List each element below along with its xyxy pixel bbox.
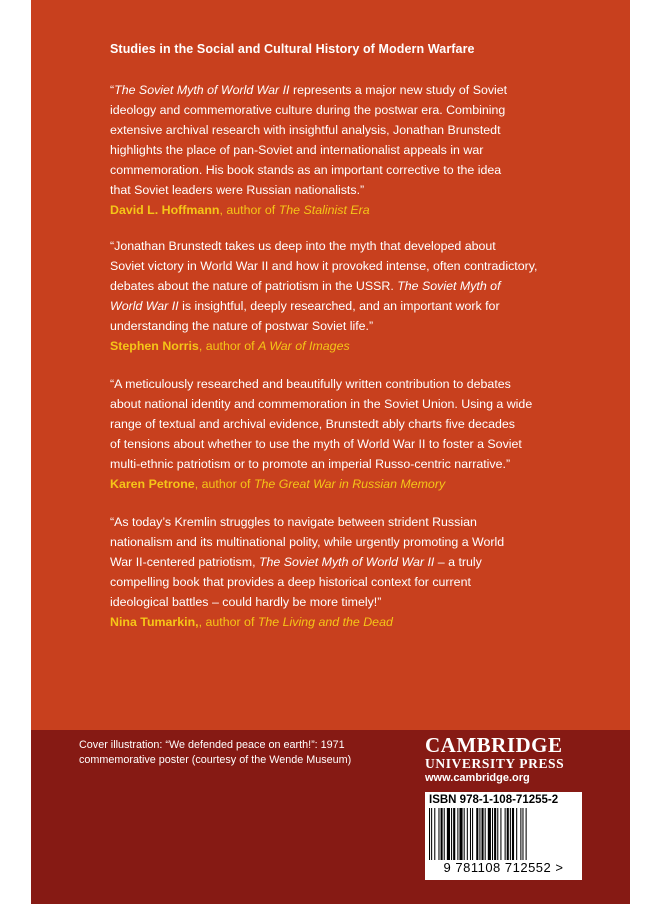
barcode-bar <box>444 808 445 860</box>
cover-upper-panel <box>31 0 630 730</box>
blurb-line: debates about the nature of patriotism in the USSR. The Soviet Myth of <box>110 279 501 293</box>
blurb-line: range of textual and archival evidence, Brunstedt ably charts five decades <box>110 417 516 431</box>
publisher-url: www.cambridge.org <box>425 772 530 784</box>
barcode-bar <box>492 808 493 860</box>
barcode-bar <box>500 808 501 860</box>
author-work: The Great War in Russian Memory <box>253 477 446 491</box>
book-title: World War II <box>110 299 179 313</box>
book-title: The Soviet Myth of World War II <box>258 555 435 569</box>
barcode-bar <box>459 808 462 860</box>
blurb-line: nationalism and its multinational polity, while urgently promoting a World <box>110 535 505 549</box>
barcode-bar <box>516 808 517 860</box>
barcode-bar <box>494 808 496 860</box>
barcode-bar <box>457 808 458 860</box>
barcode-bar <box>512 808 514 860</box>
barcode-bar <box>431 808 432 860</box>
barcode-bar <box>447 808 450 860</box>
blurb-attribution <box>110 474 580 494</box>
blurb-line: “The Soviet Myth of World War II represents a major new study of Soviet <box>110 83 508 97</box>
barcode-bar <box>453 808 455 860</box>
blurb-line: “Jonathan Brunstedt takes us deep into the myth that developed about <box>110 239 496 253</box>
barcode-bar <box>485 808 486 860</box>
blurb-line: ideological battles – could hardly be more timely!” <box>110 595 382 609</box>
barcode-bar <box>472 808 473 860</box>
attribution-prefix: , author of <box>198 339 259 353</box>
blurb-attribution <box>110 612 580 632</box>
barcode-bar <box>476 808 478 860</box>
blurb-line: commemoration. His book stands as an important corrective to the idea <box>110 163 502 177</box>
barcode-bar <box>470 808 471 860</box>
credit-line: Cover illustration: “We defended peace on earth!”: 1971 <box>79 739 345 751</box>
author-work: A War of Images <box>258 339 350 353</box>
blurb-line: compelling book that provides a deep historical context for current <box>110 575 471 589</box>
barcode-bar <box>482 808 484 860</box>
barcode-bar <box>497 808 498 860</box>
barcode-bar <box>507 808 509 860</box>
barcode-bar <box>464 808 465 860</box>
blurb-attribution <box>110 200 580 220</box>
blurb-line: about national identity and commemoration in the Soviet Union. Using a wide <box>110 397 533 411</box>
blurb-1 <box>110 80 580 220</box>
publisher-subname: UNIVERSITY PRESS <box>425 756 565 771</box>
author-name: Karen Petrone <box>110 477 195 491</box>
blurb-line: “As today’s Kremlin struggles to navigate between strident Russian <box>110 515 477 529</box>
blurb-2 <box>110 236 580 356</box>
blurb-line: understanding the nature of postwar Soviet life.” <box>110 319 374 333</box>
publisher-name: CAMBRIDGE <box>425 733 563 757</box>
series-title: Studies in the Social and Cultural History of Modern Warfare <box>110 42 475 56</box>
blurb-line: Soviet victory in World War II and how it provoked intense, often contradictory, <box>110 259 538 273</box>
blurb-line: “A meticulously researched and beautifully written contribution to debates <box>110 377 511 391</box>
blurb-line: ideology and commemorative culture during the postwar era. Combining <box>110 103 506 117</box>
isbn-label: ISBN 978-1-108-71255-2 <box>429 794 559 806</box>
attribution-prefix: , author of <box>198 615 258 629</box>
book-title: The Soviet Myth of World War II <box>114 83 290 97</box>
blurb-line: of tensions about whether to use the myth of World War II to foster a Soviet <box>110 437 522 451</box>
attribution-prefix: , author of <box>194 477 254 491</box>
blurb-line: that Soviet leaders were Russian nationalists.” <box>110 183 365 197</box>
blurb-line: highlights the place of pan-Soviet and internationalist appeals in war <box>110 143 484 157</box>
barcode-bar <box>510 808 511 860</box>
blurb-line: World War II is insightful, deeply researched, and an important work for <box>110 299 500 313</box>
barcode-bar <box>441 808 443 860</box>
blurb-attribution <box>110 336 580 356</box>
attribution-prefix: , author of <box>219 203 279 217</box>
credit-line: commemorative poster (courtesy of the Wende Museum) <box>79 754 352 766</box>
isbn-barcode <box>425 792 582 880</box>
barcode-bar <box>429 808 430 860</box>
barcode-bars <box>429 808 578 860</box>
barcode-bar <box>488 808 491 860</box>
blurb-3 <box>110 374 580 494</box>
author-name: David L. Hoffmann <box>110 203 220 217</box>
blurb-line: multi-ethnic patriotism or to promote an imperial Russo-centric narrative.” <box>110 457 511 471</box>
blurb-line: War II-centered patriotism, The Soviet Myth of World War II – a truly <box>110 555 482 569</box>
author-name: Stephen Norris <box>110 339 199 353</box>
barcode-bar <box>520 808 521 860</box>
blurb-4 <box>110 512 580 632</box>
blurb-line: extensive archival research with insightful analysis, Jonathan Brunstedt <box>110 123 501 137</box>
barcode-bar <box>438 808 439 860</box>
author-work: The Stalinist Era <box>278 203 370 217</box>
barcode-bar <box>434 808 435 860</box>
barcode-bar <box>505 808 506 860</box>
barcode-bar <box>522 808 523 860</box>
barcode-bar <box>467 808 468 860</box>
publisher-logo <box>425 734 564 786</box>
barcode-bar <box>451 808 452 860</box>
book-title: The Soviet Myth of <box>397 279 501 293</box>
cover-illustration-credit <box>79 738 359 768</box>
barcode-bar <box>526 808 527 860</box>
barcode-bar <box>479 808 480 860</box>
author-name: Nina Tumarkin, <box>110 615 199 629</box>
author-work: The Living and the Dead <box>257 615 393 629</box>
barcode-digits: 9 781108 712552 > <box>443 860 564 875</box>
